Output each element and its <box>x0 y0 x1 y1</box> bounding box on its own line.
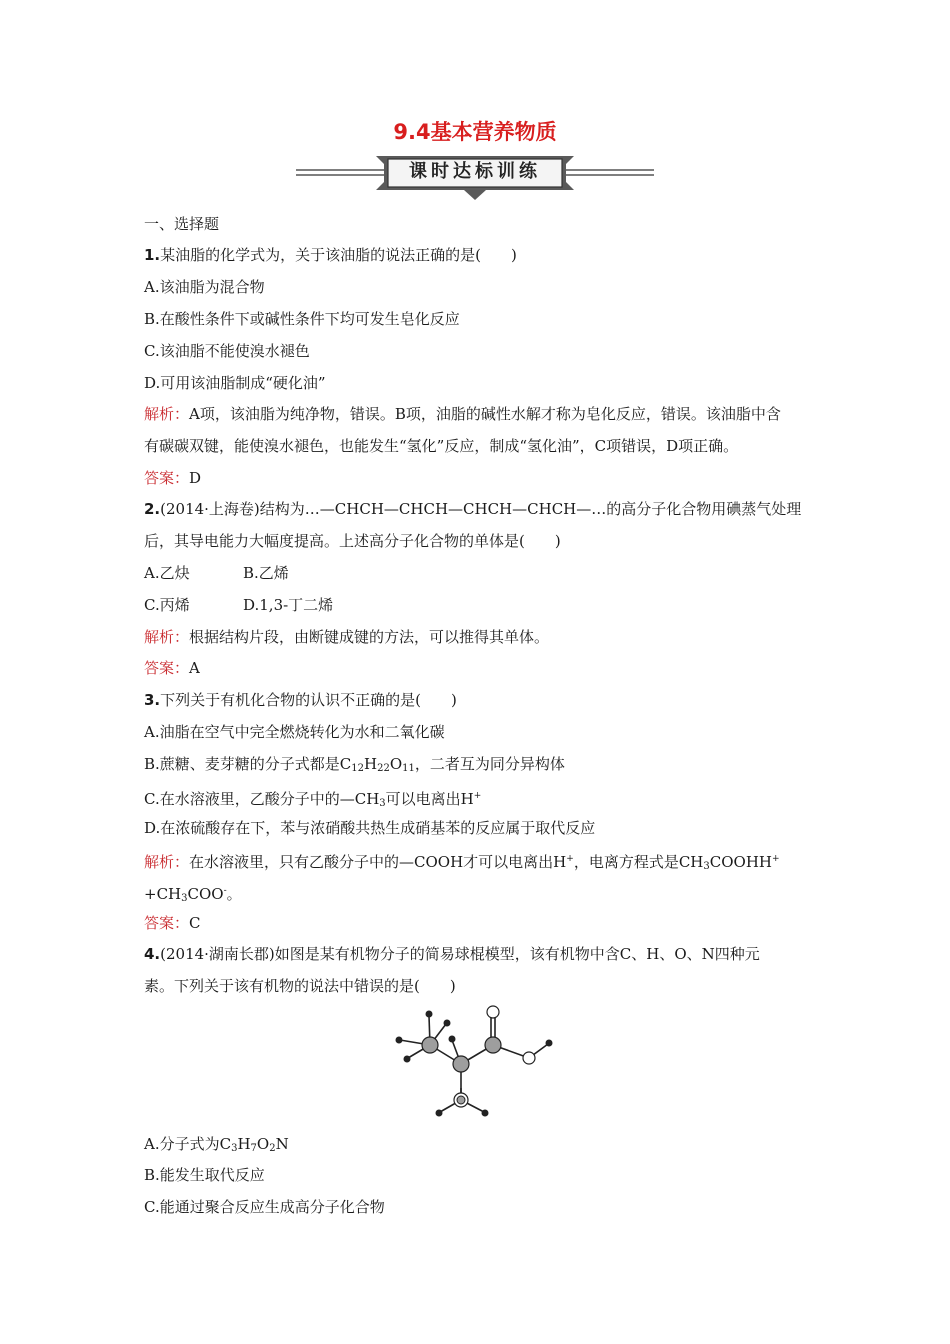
q1-option-a: A.该油脂为混合物 <box>144 278 265 296</box>
question-1-stem <box>144 245 824 265</box>
carbon-atom <box>485 1037 501 1053</box>
analysis-text: 根据结构片段，由断键成键的方法，可以推得其单体。 <box>189 628 550 646</box>
section-heading: 一、选择题 <box>144 215 220 233</box>
question-number: 3. <box>144 691 161 709</box>
q2-answer <box>144 658 824 678</box>
formula-o: O <box>256 1135 270 1153</box>
q4-option-b: B.能发生取代反应 <box>144 1166 265 1184</box>
q1-answer <box>144 468 824 488</box>
q2-options-row-1 <box>144 563 824 583</box>
q1-analysis <box>144 404 824 424</box>
answer-value: D <box>189 469 202 487</box>
q3-analysis-cont <box>144 881 824 909</box>
q3-option-a: A.油脂在空气中完全燃烧转化为水和二氧化碳 <box>144 723 445 741</box>
question-3-stem <box>144 690 824 710</box>
subscript: 12 <box>351 763 365 774</box>
analysis-label: 解析： <box>144 853 190 871</box>
q1-option-b: B.在酸性条件下或碱性条件下均可发生皂化反应 <box>144 310 460 328</box>
option-text: B.蔗糖、麦芽糖的分子式都是 <box>144 755 340 773</box>
question-text: (2014·上海卷)结构为…—CHCH—CHCH—CHCH—CHCH—…的高分子化合物用碘蒸气处理 <box>160 500 802 518</box>
analysis-text: +CH <box>144 885 182 903</box>
q1-analysis-cont: 有碳碳双键，能使溴水褪色，也能发生“氢化”反应，制成“氢化油”，C项错误，D项正确。 <box>144 437 739 455</box>
hydrogen-atom <box>546 1040 553 1047</box>
formula-h: H <box>364 755 378 773</box>
analysis-text: COO <box>187 885 224 903</box>
analysis-text: A项，该油脂为纯净物，错误。B项，油脂的碱性水解才称为皂化反应，错误。该油脂中含 <box>189 405 781 423</box>
subscript: 3 <box>379 798 386 809</box>
q3-option-d: D.在浓硫酸存在下，苯与浓硝酸共热生成硝基苯的反应属于取代反应 <box>144 819 596 837</box>
carbon-atom <box>422 1037 438 1053</box>
question-2-stem-cont: 后，其导电能力大幅度提高。上述高分子化合物的单体是( ) <box>144 532 561 550</box>
subscript: 22 <box>377 763 390 774</box>
q2-option-c: C.丙烯 <box>144 596 190 614</box>
q2-option-d: D.1,3-丁二烯 <box>243 596 334 614</box>
q1-option-c: C.该油脂不能使溴水褪色 <box>144 342 310 360</box>
superscript: - <box>223 886 227 896</box>
formula-c: C <box>339 755 352 773</box>
question-number: 4. <box>144 945 161 963</box>
question-4-stem <box>144 944 824 964</box>
analysis-text: 在水溶液里，只有乙酸分子中的—COOH才可以电离出H <box>189 853 567 871</box>
q3-option-c <box>144 786 824 814</box>
subscript: 3 <box>181 893 188 904</box>
formula-h: H <box>237 1135 251 1153</box>
hydrogen-atom <box>449 1036 456 1043</box>
carbon-atom <box>453 1056 469 1072</box>
analysis-text: COOHH <box>709 853 772 871</box>
nitrogen-atom-core <box>457 1096 465 1104</box>
superscript: + <box>473 791 482 801</box>
subscript: 2 <box>269 1143 276 1154</box>
answer-value: C <box>189 914 201 932</box>
option-text: ，二者互为同分异构体 <box>414 755 565 773</box>
q4-option-a <box>144 1134 824 1159</box>
oxygen-atom <box>487 1006 499 1018</box>
q2-option-a: A.乙炔 <box>144 564 190 582</box>
q2-option-b: B.乙烯 <box>243 564 289 582</box>
q3-option-b <box>144 754 824 779</box>
hydrogen-atom <box>436 1110 443 1117</box>
q2-options-row-2 <box>144 595 824 615</box>
formula-o: O <box>389 755 403 773</box>
subscript: 7 <box>250 1143 257 1154</box>
analysis-text: ，电离方程式是CH <box>573 853 704 871</box>
subscript: 3 <box>703 861 710 872</box>
ball-and-stick-model <box>388 1002 568 1124</box>
question-text: 下列关于有机化合物的认识不正确的是( ) <box>160 691 457 709</box>
question-2-stem <box>144 499 824 519</box>
superscript: + <box>771 854 780 864</box>
q3-answer <box>144 913 824 933</box>
page-title: 9.4基本营养物质 <box>393 120 557 144</box>
subscript: 11 <box>402 763 415 774</box>
hydrogen-atom <box>482 1110 489 1117</box>
question-4-stem-cont: 素。下列关于该有机物的说法中错误的是( ) <box>144 977 456 995</box>
formula-n: N <box>275 1135 289 1153</box>
analysis-text: 。 <box>226 885 242 903</box>
option-text: 可以电离出H <box>385 790 474 808</box>
answer-label: 答案： <box>144 914 190 932</box>
option-text: C.在水溶液里，乙酸分子中的—CH <box>144 790 380 808</box>
analysis-label: 解析： <box>144 405 190 423</box>
analysis-label: 解析： <box>144 628 190 646</box>
q2-analysis <box>144 627 824 647</box>
option-text: A.分子式为C <box>144 1135 232 1153</box>
q1-option-d: D.可用该油脂制成“硬化油” <box>144 374 326 392</box>
superscript: + <box>566 854 574 864</box>
hydrogen-atom <box>444 1020 451 1027</box>
banner-label: 课时达标训练 <box>409 161 541 182</box>
question-text: (2014·湖南长郡)如图是某有机物分子的简易球棍模型，该有机物中含C、H、O、N四种元 <box>160 945 760 963</box>
answer-value: A <box>189 659 200 677</box>
question-text: 某油脂的化学式为，关于该油脂的说法正确的是( ) <box>160 246 517 264</box>
q3-analysis <box>144 849 824 877</box>
subscript: 3 <box>231 1143 238 1154</box>
hydrogen-atom <box>396 1037 403 1044</box>
answer-label: 答案： <box>144 469 190 487</box>
oxygen-atom <box>523 1052 535 1064</box>
q4-option-c: C.能通过聚合反应生成高分子化合物 <box>144 1198 385 1216</box>
answer-label: 答案： <box>144 659 190 677</box>
question-number: 2. <box>144 500 161 518</box>
hydrogen-atom <box>404 1056 411 1063</box>
hydrogen-atom <box>426 1011 433 1018</box>
question-number: 1. <box>144 246 161 264</box>
